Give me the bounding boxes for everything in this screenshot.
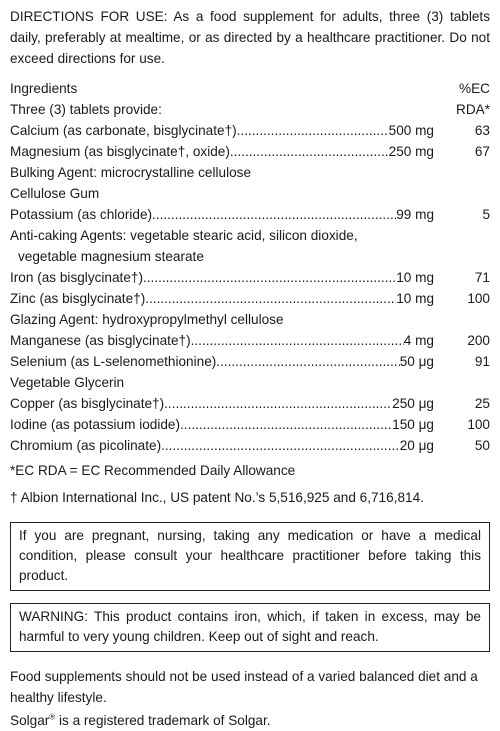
ingredient-amount: 250 μg — [392, 396, 434, 411]
leader-dots — [230, 141, 389, 162]
ingredient-name: Magnesium (as bisglycinate†, oxide) — [10, 144, 230, 159]
tablets-provide-heading: Three (3) tablets provide: — [10, 102, 162, 117]
patent-footnote-text: † Albion International Inc., US patent No.’s 5,516,925 and 6,716,814. — [10, 490, 424, 505]
leader-dots — [216, 351, 399, 372]
ingredient-row — [10, 330, 490, 351]
ingredient-row — [10, 267, 490, 288]
directions-for-use: DIRECTIONS FOR USE: As a food supplement for adults, three (3) tablets daily, preferably at mealtime, or as directed by a healthcare practitioner. Do not exceed directions for use. — [10, 9, 490, 66]
rda-footnote — [10, 456, 490, 481]
ingredient-text-line: vegetable magnesium stearate — [18, 249, 204, 264]
ingredient-row — [10, 393, 490, 414]
ingredient-row — [10, 414, 490, 435]
ingredient-name: Iodine (as potassium iodide) — [10, 417, 181, 432]
ingredient-amount: 150 μg — [392, 417, 434, 432]
rda-footnote-text: *EC RDA = EC Recommended Daily Allowance — [10, 463, 296, 478]
ingredient-text-line: Cellulose Gum — [10, 186, 100, 201]
ingredient-name: Potassium (as chloride) — [10, 207, 153, 222]
ingredient-amount: 99 mg — [396, 207, 434, 222]
ingredient-amount: 10 mg — [396, 270, 434, 285]
patent-footnote — [10, 481, 490, 508]
ingredient-row — [10, 435, 490, 456]
ingredient-row — [10, 120, 490, 141]
bottom-notes — [10, 666, 490, 731]
ingredient-text-line: Anti-caking Agents: vegetable stearic acid, silicon dioxide, — [10, 228, 358, 243]
ingredient-rda: 200 — [467, 333, 490, 348]
ingredient-text-line: Vegetable Glycerin — [10, 375, 125, 390]
ingredient-rda: 91 — [474, 354, 490, 369]
ingredient-amount: 10 mg — [396, 291, 434, 306]
ingredient-amount: 20 μg — [399, 438, 434, 453]
ingredient-name: Calcium (as carbonate, bisglycinate†) — [10, 123, 237, 138]
registered-mark: ® — [49, 712, 56, 722]
ingredient-amount: 250 mg — [388, 144, 434, 159]
leader-dots — [180, 414, 392, 435]
ingredient-row — [10, 288, 490, 309]
ingredient-name: Manganese (as bisglycinate†) — [10, 333, 191, 348]
ingredient-row — [10, 204, 490, 225]
trademark-brand: Solgar — [10, 713, 50, 728]
ingredient-amount: 4 mg — [403, 333, 434, 348]
ingredient-rda: 50 — [474, 438, 490, 453]
warning-box — [10, 603, 490, 652]
ec-heading: %EC — [459, 81, 490, 96]
leader-dots — [161, 435, 400, 456]
ingredient-row — [10, 351, 490, 372]
ingredient-rda: 67 — [474, 144, 490, 159]
leader-dots — [191, 330, 404, 351]
ingredient-rda: 100 — [467, 417, 490, 432]
ingredient-text-line: Glazing Agent: hydroxypropylmethyl cellulose — [10, 312, 284, 327]
ingredient-name: Chromium (as picolinate) — [10, 438, 162, 453]
table-header-row-1 — [10, 78, 490, 99]
trademark-text: is a registered trademark of Solgar. — [55, 713, 271, 728]
ingredient-amount: 50 μg — [399, 354, 434, 369]
ingredient-amount: 500 mg — [388, 123, 434, 138]
leader-dots — [145, 288, 396, 309]
rda-heading: RDA* — [456, 102, 490, 117]
ingredient-name: Zinc (as bisglycinate†) — [10, 291, 146, 306]
ingredient-rda: 63 — [474, 123, 490, 138]
leader-dots — [237, 120, 389, 141]
ingredient-rda: 5 — [482, 207, 490, 222]
ingredient-text-line: Bulking Agent: microcrystalline cellulose — [10, 165, 252, 180]
table-header-row-2 — [10, 99, 490, 120]
pregnancy-notice-box — [10, 522, 490, 591]
ingredient-rda: 71 — [474, 270, 490, 285]
ingredient-name: Iron (as bisglycinate†) — [10, 270, 143, 285]
ingredient-rda: 25 — [474, 396, 490, 411]
leader-dots — [143, 267, 396, 288]
warning-text: WARNING: This product contains iron, which, if taken in excess, may be harmful to very young children. Keep out of sight and reach. — [19, 609, 481, 644]
diet-note: Food supplements should not be used instead of a varied balanced diet and a healthy lifestyle. — [10, 669, 478, 705]
ingredients-heading: Ingredients — [10, 81, 78, 96]
ingredient-name: Selenium (as L-selenomethionine) — [10, 354, 217, 369]
ingredient-rda: 100 — [467, 291, 490, 306]
pregnancy-notice-text: If you are pregnant, nursing, taking any medication or have a medical condition, please consult your healthcare practitioner before taking this product. — [19, 528, 481, 583]
leader-dots — [152, 204, 396, 225]
leader-dots — [164, 393, 392, 414]
ingredient-row — [10, 141, 490, 162]
ingredient-table — [10, 120, 490, 456]
trademark-note — [10, 710, 490, 731]
ingredient-name: Copper (as bisglycinate†) — [10, 396, 165, 411]
